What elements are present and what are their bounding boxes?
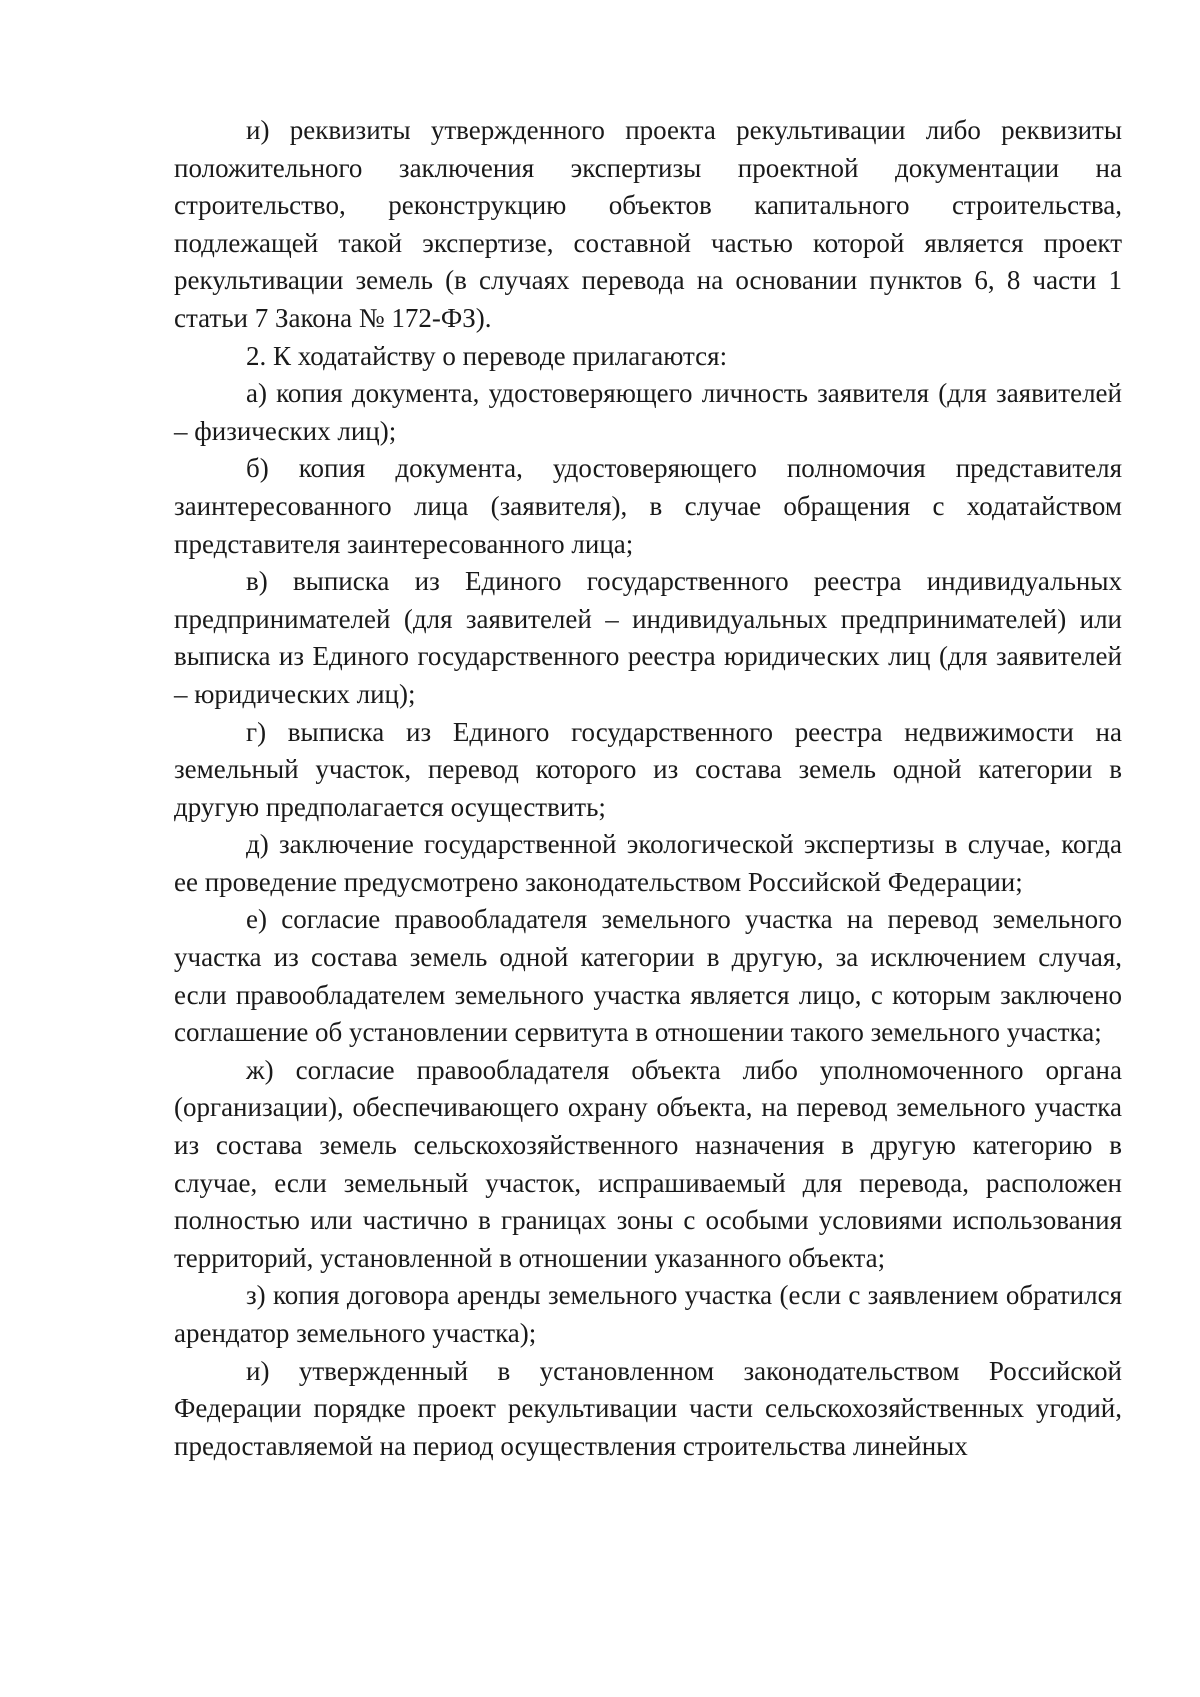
- paragraph-item-e-owner-consent: е) согласие правообладателя земельного участка на перевод земельного участка из состава земель одной категории в другую, за исключением случая, если правообладателем земельного участка является лицо, с которым заключено соглашение об установлении сервитута в отношении такого земельного участка;: [174, 904, 1122, 1048]
- paragraph-section-2-heading: 2. К ходатайству о переводе прилагаются:: [246, 340, 728, 371]
- paragraph-item-i-reclamation-project: и) утвержденный в установленном законодательством Российской Федерации порядке проект рекультивации части сельскохозяйственных угодий, предоставляемой на период осуществления строительства линейных: [174, 1355, 1122, 1461]
- paragraph-item-v-registry-extract: в) выписка из Единого государственного реестра индивидуальных предпринимателей (для заявителей – индивидуальных предпринимателей) или выписка из Единого государственного реестра юридических лиц (для заявителей – юридических лиц);: [174, 566, 1122, 709]
- paragraph-item-b-representative-authority: б) копия документа, удостоверяющего полномочия представителя заинтересованного лица (заявителя), в случае обращения с ходатайством представителя заинтересованного лица;: [174, 453, 1122, 559]
- paragraph-item-g-real-estate-extract: г) выписка из Единого государственного реестра недвижимости на земельный участок, перевод которого из состава земель одной категории в другую предполагается осуществить;: [174, 716, 1122, 822]
- paragraph-item-a-identity-document: а) копия документа, удостоверяющего личность заявителя (для заявителей – физических лиц);: [174, 378, 1122, 446]
- paragraph-item-d-ecological-expertise: д) заключение государственной экологической экспертизы в случае, когда ее проведение предусмотрено законодательством Российской Федерации;: [174, 829, 1122, 897]
- paragraph-item-zh-object-owner-consent: ж) согласие правообладателя объекта либо уполномоченного органа (организации), обеспечивающего охрану объекта, на перевод земельного участка из состава земель сельскохозяйственного назначения в другую категорию в случае, если земельный участок, испрашиваемый для перевода, расположен полностью или частично в границах зоны с особыми условиями использования территорий, установленной в отношении указанного объекта;: [174, 1054, 1122, 1273]
- document-page: [174, 112, 1122, 1465]
- paragraph-item-i-reclamation-details: и) реквизиты утвержденного проекта рекультивации либо реквизиты положительного заключения экспертизы проектной документации на строительство, реконструкцию объектов капитального строительства, подлежащей такой экспертизе, составной частью которой является проект рекультивации земель (в случаях перевода на основании пунктов 6, 8 части 1 статьи 7 Закона № 172-ФЗ).: [174, 115, 1122, 333]
- paragraph-item-z-lease-agreement: з) копия договора аренды земельного участка (если с заявлением обратился арендатор земельного участка);: [174, 1280, 1122, 1348]
